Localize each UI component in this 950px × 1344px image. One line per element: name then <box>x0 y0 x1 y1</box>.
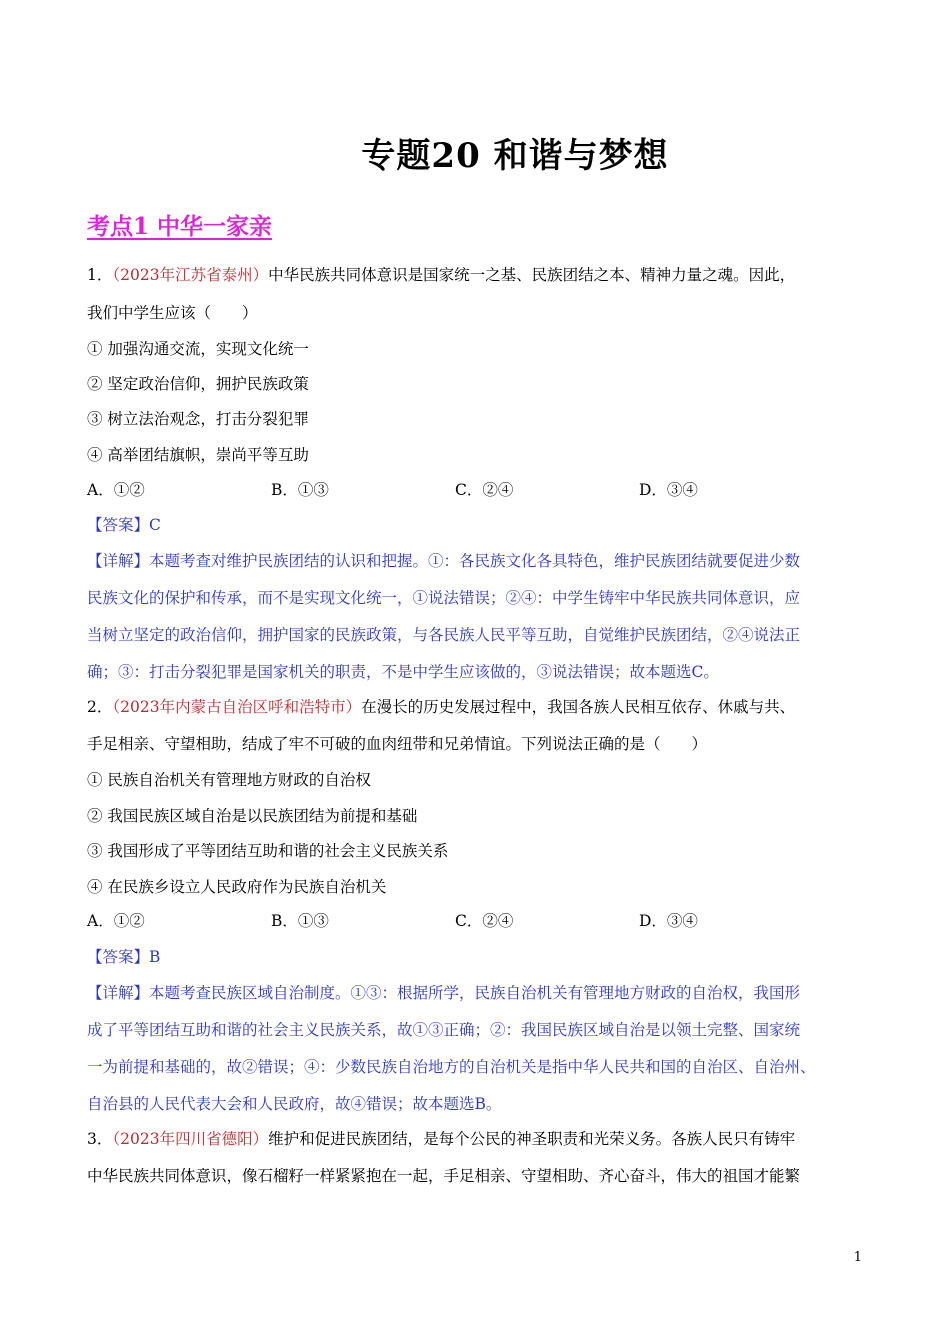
q1-detail-1: 【详解】本题考查对维护民族团结的认识和把握。①：各民族文化各具特色，维护民族团结就要促进少数 <box>87 552 801 570</box>
q3-number: 3． <box>87 1130 113 1148</box>
q3-source: （2023年四川省德阳） <box>112 1130 269 1148</box>
q2-detail-3: 一为前提和基础的，故②错误；④：少数民族自治地方的自治机关是指中华人民共和国的自治区、自治州、 <box>87 1058 816 1076</box>
q1-stem-line1 <box>87 264 795 286</box>
q2-option-a: A．①② <box>87 912 145 930</box>
q2-option-b: B．①③ <box>271 912 329 930</box>
q3-stem-line1 <box>87 1128 795 1150</box>
q2-number: 2． <box>87 698 113 716</box>
q1-option-a: A．①② <box>87 481 145 499</box>
q1-detail-4: 确；③：打击分裂犯罪是国家机关的职责，不是中学生应该做的，③说法错误；故本题选C。 <box>87 663 719 681</box>
page-title: 专题20 和谐与梦想 <box>361 136 669 176</box>
q1-item-4: ④ 高举团结旗帜，崇尚平等互助 <box>87 446 309 464</box>
q1-source: （2023年江苏省泰州） <box>112 266 269 284</box>
q2-answer: 【答案】B <box>87 948 161 966</box>
q2-item-4: ④ 在民族乡设立人民政府作为民族自治机关 <box>87 878 387 896</box>
page-number: 1 <box>853 1250 862 1265</box>
q2-item-3: ③ 我国形成了平等团结互助和谐的社会主义民族关系 <box>87 842 449 860</box>
q1-item-1: ① 加强沟通交流，实现文化统一 <box>87 340 309 358</box>
q1-option-b: B．①③ <box>271 481 329 499</box>
q1-number: 1． <box>87 266 113 284</box>
q2-detail-1: 【详解】本题考查民族区域自治制度。①③：根据所学，民族自治机关有管理地方财政的自治权，我国形 <box>87 984 801 1002</box>
q2-stem-line1 <box>87 696 795 718</box>
q1-stem-line2: 我们中学生应该（ ） <box>87 304 258 322</box>
q2-detail-2: 成了平等团结互助和谐的社会主义民族关系，故①③正确；②：我国民族区域自治是以领土完整、国家统 <box>87 1021 801 1039</box>
q1-detail-3: 当树立坚定的政治信仰，拥护国家的民族政策，与各民族人民平等互助，自觉维护民族团结，②④说法正 <box>87 626 801 644</box>
q1-item-2: ② 坚定政治信仰，拥护民族政策 <box>87 375 309 393</box>
q2-stem-line2: 手足相亲、守望相助，结成了牢不可破的血肉纽带和兄弟情谊。下列说法正确的是（ ） <box>87 735 708 753</box>
q3-stem-line2: 中华民族共同体意识，像石榴籽一样紧紧抱在一起，手足相亲、守望相助、齐心奋斗，伟大的祖国才能繁 <box>87 1167 801 1185</box>
q2-detail-4: 自治县的人民代表大会和人民政府，故④错误；故本题选B。 <box>87 1095 502 1113</box>
q2-option-d: D．③④ <box>639 912 698 930</box>
q2-source: （2023年内蒙古自治区呼和浩特市） <box>112 698 362 716</box>
q2-item-2: ② 我国民族区域自治是以民族团结为前提和基础 <box>87 807 418 825</box>
q2-item-1: ① 民族自治机关有管理地方财政的自治权 <box>87 771 371 789</box>
q2-option-c: C．②④ <box>455 912 514 930</box>
q3-stem-text1: 维护和促进民族团结，是每个公民的神圣职责和光荣义务。各族人民只有铸牢 <box>268 1130 796 1148</box>
q1-option-d: D．③④ <box>639 481 698 499</box>
q1-answer: 【答案】C <box>87 516 161 534</box>
q1-option-c: C．②④ <box>455 481 514 499</box>
q2-stem-text1: 在漫长的历史发展过程中，我国各族人民相互依存、休戚与共、 <box>361 698 796 716</box>
q1-detail-2: 民族文化的保护和传承，而不是实现文化统一，①说法错误；②④：中学生铸牢中华民族共同体意识，应 <box>87 589 801 607</box>
q1-stem-text1: 中华民族共同体意识是国家统一之基、民族团结之本、精神力量之魂。因此， <box>268 266 796 284</box>
q1-item-3: ③ 树立法治观念，打击分裂犯罪 <box>87 410 309 428</box>
section-heading: 考点1 中华一家亲 <box>87 213 273 240</box>
